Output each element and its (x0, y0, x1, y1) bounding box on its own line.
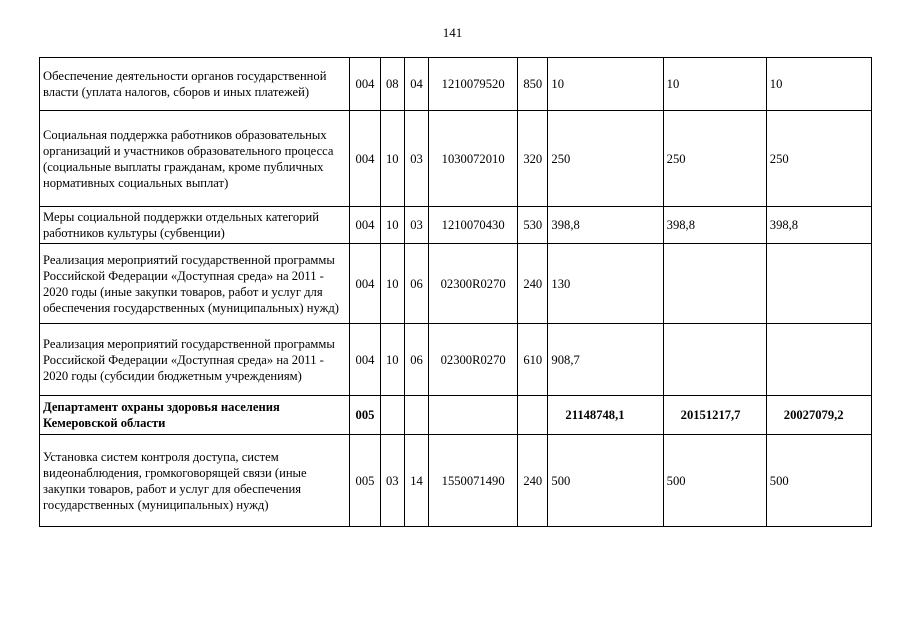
table-row (40, 58, 872, 111)
amount-year-3-cell: 398,8 (766, 207, 871, 244)
table-row (40, 435, 872, 527)
amount-year-1-cell: 908,7 (548, 324, 663, 396)
section-code-cell: 10 (380, 111, 404, 207)
target-article-code-cell: 1210070430 (429, 207, 518, 244)
section-code-cell: 03 (380, 435, 404, 527)
expense-name-cell: Меры социальной поддержки отдельных категорий работников культуры (субвенции) (40, 207, 350, 244)
subsection-code-cell: 03 (404, 111, 428, 207)
expense-name-cell: Обеспечение деятельности органов государственной власти (уплата налогов, сборов и иных платежей) (40, 58, 350, 111)
amount-year-3-cell: 10 (766, 58, 871, 111)
table-body (40, 58, 872, 527)
target-article-code-cell (429, 396, 518, 435)
expense-type-code-cell: 240 (518, 435, 548, 527)
amount-year-2-cell (663, 244, 766, 324)
expense-type-code-cell: 320 (518, 111, 548, 207)
amount-year-2-cell: 500 (663, 435, 766, 527)
amount-year-1-cell: 250 (548, 111, 663, 207)
amount-year-3-cell: 20027079,2 (766, 396, 871, 435)
subsection-code-cell: 14 (404, 435, 428, 527)
subsection-code-cell: 06 (404, 324, 428, 396)
department-code-cell: 004 (350, 111, 380, 207)
table-row (40, 244, 872, 324)
expense-name-cell: Социальная поддержка работников образовательных организаций и участников образовательного процесса (социальные выплаты гражданам, кроме публичных нормативных социальных выплат) (40, 111, 350, 207)
budget-table (39, 57, 872, 527)
amount-year-2-cell: 10 (663, 58, 766, 111)
expense-type-code-cell: 240 (518, 244, 548, 324)
department-code-cell: 005 (350, 435, 380, 527)
subsection-code-cell (404, 396, 428, 435)
target-article-code-cell: 1030072010 (429, 111, 518, 207)
amount-year-2-cell: 20151217,7 (663, 396, 766, 435)
expense-name-cell: Реализация мероприятий государственной программы Российской Федерации «Доступная среда» на 2011 - 2020 годы (субсидии бюджетным учреждениям) (40, 324, 350, 396)
expense-name-cell: Департамент охраны здоровья населения Кемеровской области (40, 396, 350, 435)
amount-year-1-cell: 21148748,1 (548, 396, 663, 435)
expense-type-code-cell: 850 (518, 58, 548, 111)
expense-type-code-cell (518, 396, 548, 435)
table-row (40, 396, 872, 435)
target-article-code-cell: 1210079520 (429, 58, 518, 111)
amount-year-3-cell: 250 (766, 111, 871, 207)
target-article-code-cell: 1550071490 (429, 435, 518, 527)
department-code-cell: 004 (350, 58, 380, 111)
amount-year-1-cell: 398,8 (548, 207, 663, 244)
department-code-cell: 004 (350, 244, 380, 324)
amount-year-1-cell: 130 (548, 244, 663, 324)
section-code-cell: 10 (380, 244, 404, 324)
table-row (40, 207, 872, 244)
target-article-code-cell: 02300R0270 (429, 244, 518, 324)
target-article-code-cell: 02300R0270 (429, 324, 518, 396)
department-code-cell: 004 (350, 324, 380, 396)
amount-year-1-cell: 500 (548, 435, 663, 527)
table-row (40, 324, 872, 396)
amount-year-1-cell: 10 (548, 58, 663, 111)
page-number: 141 (442, 25, 463, 40)
subsection-code-cell: 06 (404, 244, 428, 324)
amount-year-2-cell: 250 (663, 111, 766, 207)
subsection-code-cell: 04 (404, 58, 428, 111)
expense-type-code-cell: 530 (518, 207, 548, 244)
subsection-code-cell: 03 (404, 207, 428, 244)
amount-year-3-cell (766, 324, 871, 396)
expense-name-cell: Установка систем контроля доступа, систем видеонаблюдения, громкоговорящей связи (иные закупки товаров, работ и услуг для обеспечения государственных (муниципальных) нужд) (40, 435, 350, 527)
table-row (40, 111, 872, 207)
amount-year-2-cell: 398,8 (663, 207, 766, 244)
amount-year-3-cell (766, 244, 871, 324)
department-code-cell: 004 (350, 207, 380, 244)
department-code-cell: 005 (350, 396, 380, 435)
expense-type-code-cell: 610 (518, 324, 548, 396)
amount-year-2-cell (663, 324, 766, 396)
section-code-cell (380, 396, 404, 435)
expense-name-cell: Реализация мероприятий государственной программы Российской Федерации «Доступная среда» на 2011 - 2020 годы (иные закупки товаров, работ и услуг для обеспечения государственных (муниципальных) нужд) (40, 244, 350, 324)
section-code-cell: 10 (380, 207, 404, 244)
amount-year-3-cell: 500 (766, 435, 871, 527)
section-code-cell: 08 (380, 58, 404, 111)
section-code-cell: 10 (380, 324, 404, 396)
